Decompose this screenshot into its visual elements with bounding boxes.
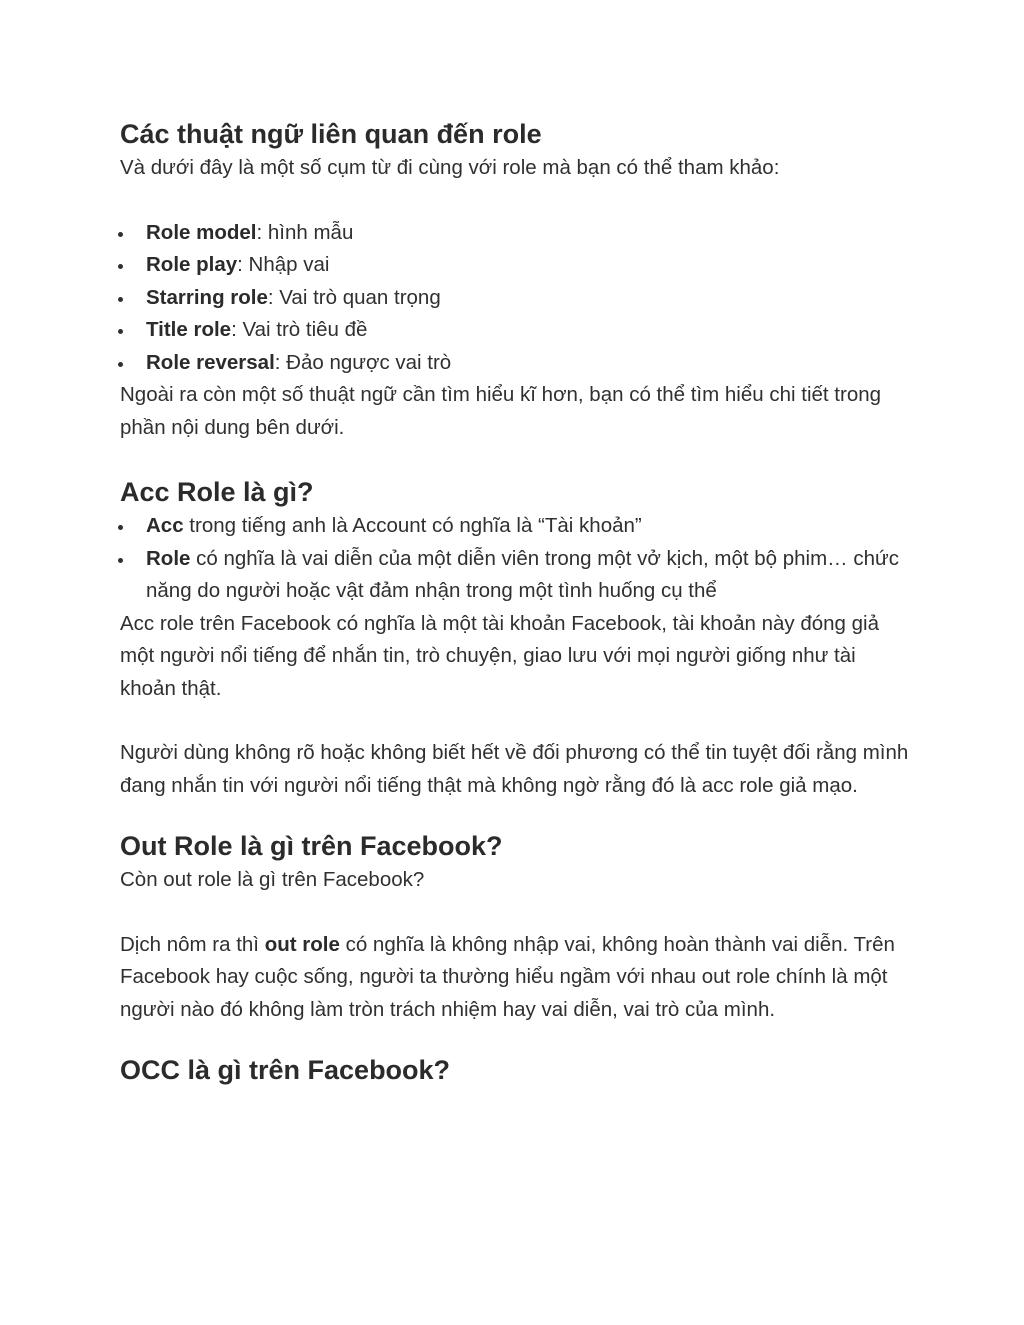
section-heading-occ: OCC là gì trên Facebook?	[120, 1055, 451, 1085]
term-meaning: : hình mẫu	[256, 220, 354, 244]
term-description: có nghĩa là vai diễn của một diễn viên trong một vở kịch, một bộ phim… chức năng do người hoặc vật đảm nhận trong một tình huống cụ thể	[146, 546, 899, 602]
term-meaning: : Vai trò quan trọng	[267, 285, 441, 309]
list-item	[120, 217, 910, 250]
out-role-paragraph	[120, 929, 910, 1027]
intro-paragraph: Và dưới đây là một số cụm từ đi cùng với role mà bạn có thể tham khảo:	[120, 156, 780, 179]
list-item	[120, 347, 910, 380]
term-meaning: : Đảo ngược vai trò	[274, 350, 452, 374]
list-item	[120, 543, 910, 608]
list-item	[120, 510, 910, 543]
list-item	[120, 249, 910, 282]
out-role-question: Còn out role là gì trên Facebook?	[120, 868, 425, 891]
term-description: trong tiếng anh là Account có nghĩa là “Tài khoản”	[183, 514, 642, 537]
section-heading-role-terms: Các thuật ngữ liên quan đến role	[120, 119, 542, 149]
spacer	[120, 705, 910, 737]
list-item	[120, 314, 910, 347]
section-heading-acc-role: Acc Role là gì?	[120, 477, 314, 507]
term-label: Title role	[146, 318, 232, 341]
acc-role-list	[120, 510, 910, 608]
paragraph-prefix: Dịch nôm ra thì	[120, 932, 265, 956]
term-label: Role reversal	[146, 350, 275, 374]
term-label: Role play	[146, 253, 238, 276]
spacer	[120, 897, 910, 929]
term-meaning: : Nhập vai	[237, 253, 330, 276]
role-terms-list	[120, 217, 910, 380]
term-label: Acc	[146, 514, 184, 537]
document-page	[120, 116, 910, 1088]
section-heading-out-role: Out Role là gì trên Facebook?	[120, 831, 503, 861]
term-label: Starring role	[146, 285, 268, 309]
spacer	[120, 185, 910, 217]
acc-role-paragraph-2: Người dùng không rõ hoặc không biết hết về đối phương có thể tin tuyệt đối rằng mình đang nhắn tin với người nổi tiếng thật mà không ngờ rằng đó là acc role giả mạo.	[120, 741, 909, 797]
out-role-term: out role	[264, 932, 340, 956]
list-item	[120, 282, 910, 315]
term-label: Role	[146, 546, 191, 570]
acc-role-paragraph-1: Acc role trên Facebook có nghĩa là một tài khoản Facebook, tài khoản này đóng giả một người nổi tiếng để nhắn tin, trò chuyện, giao lưu với mọi người giống như tài khoản thật.	[120, 611, 879, 700]
term-label: Role model	[146, 220, 257, 244]
paragraph-rest: có nghĩa là không nhập vai, không hoàn thành vai diễn. Trên Facebook hay cuộc sống, người ta thường hiểu ngầm với nhau out role chính là một người nào đó không làm tròn trách nhiệm hay vai diễn, vai trò của mình.	[120, 932, 895, 1021]
outro-paragraph: Ngoài ra còn một số thuật ngữ cần tìm hiểu kĩ hơn, bạn có thể tìm hiểu chi tiết trong phần nội dung bên dưới.	[120, 383, 882, 439]
term-meaning: : Vai trò tiêu đề	[231, 318, 368, 341]
